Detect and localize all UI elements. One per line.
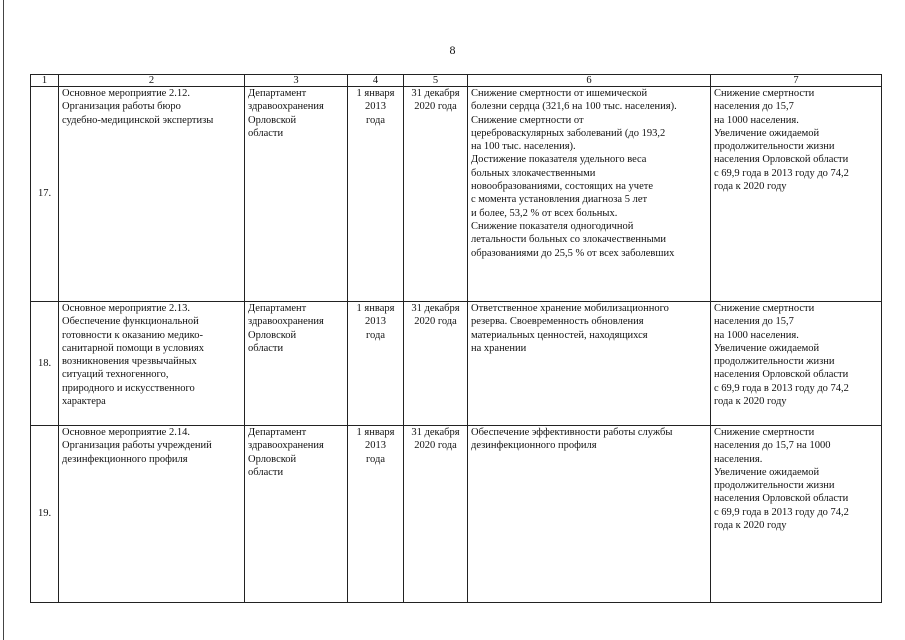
end-date-cell [404, 87, 468, 302]
text-line: года к 2020 году [714, 181, 787, 193]
page-number: 8 [449, 43, 456, 57]
text-line: с 69,9 года в 2013 году до 74,2 [714, 167, 849, 179]
end-date-text [407, 87, 464, 114]
row-number: 19. [31, 426, 59, 603]
text-line: дезинфекционного профиля [62, 453, 188, 465]
table-row [31, 302, 882, 426]
left-margin-line [3, 0, 4, 640]
text-line: Обеспечение эффективности работы службы [471, 427, 673, 438]
text-line: и более, 53,2 % от всех больных. [471, 207, 618, 219]
text-line: Снижение смертности [714, 88, 815, 99]
department-cell [245, 302, 348, 426]
text-line: продолжительности жизни [714, 480, 835, 492]
text-line: с 69,9 года в 2013 году до 74,2 [714, 382, 849, 394]
text-line: года [366, 453, 385, 465]
text-line: 31 декабря [411, 427, 460, 438]
text-line: 31 декабря [411, 303, 460, 314]
indicator-text [714, 87, 878, 193]
text-line: Основное мероприятие 2.14. [62, 427, 190, 438]
header-col-3: 3 [245, 75, 348, 87]
text-line: здравоохранения [248, 101, 324, 113]
start-date-text [351, 87, 400, 127]
expected-result-cell [468, 87, 711, 302]
text-line: на 1000 населения. [714, 329, 799, 341]
row-number: 18. [31, 302, 59, 426]
text-line: Орловской [248, 453, 297, 465]
text-line: больных злокачественными [471, 167, 596, 179]
table-row [31, 426, 882, 603]
text-line: года к 2020 году [714, 396, 787, 408]
start-date-text [351, 426, 400, 466]
text-line: Основное мероприятие 2.13. [62, 303, 190, 314]
activity-cell [59, 87, 245, 302]
text-line: здравоохранения [248, 316, 324, 328]
text-line: возникновения чрезвычайных [62, 356, 197, 368]
end-date-cell [404, 302, 468, 426]
text-line: Обеспечение функциональной [62, 316, 199, 328]
text-line: населения до 15,7 [714, 316, 794, 328]
text-line: Орловской [248, 329, 297, 341]
activity-cell [59, 426, 245, 603]
text-line: резерва. Своевременность обновления [471, 316, 644, 328]
text-line: 1 января [356, 303, 395, 314]
activity-cell [59, 302, 245, 426]
text-line: судебно-медицинской экспертизы [62, 114, 214, 126]
text-line: с момента установления диагноза 5 лет [471, 194, 648, 206]
text-line: населения Орловской области [714, 493, 849, 505]
text-line: продолжительности жизни [714, 356, 835, 368]
text-line: готовности к оказанию медико- [62, 329, 203, 341]
text-line: болезни сердца (321,6 на 100 тыс. населения). [471, 101, 677, 113]
text-line: Увеличение ожидаемой [714, 466, 820, 478]
text-line: Снижение смертности от [471, 114, 584, 126]
indicator-text [714, 302, 878, 408]
text-line: 2020 года [414, 316, 457, 328]
text-line: цереброваскулярных заболеваний (до 193,2 [471, 127, 666, 139]
text-line: продолжительности жизни [714, 141, 835, 153]
header-col-1: 1 [31, 75, 59, 87]
text-line: Увеличение ожидаемой [714, 127, 820, 139]
department-cell [245, 426, 348, 603]
text-line: населения до 15,7 [714, 101, 794, 113]
text-line: дезинфекционного профиля [471, 440, 597, 452]
indicator-text [714, 426, 878, 532]
activity-text [62, 426, 241, 466]
header-col-2: 2 [59, 75, 245, 87]
text-line: санитарной помощи в условиях [62, 342, 204, 354]
indicator-cell [711, 426, 882, 603]
text-line: Организация работы учреждений [62, 440, 212, 452]
text-line: Снижение смертности от ишемической [471, 88, 648, 99]
text-line: ситуаций техногенного, [62, 369, 169, 381]
text-line: 1 января [356, 427, 395, 438]
header-col-6: 6 [468, 75, 711, 87]
text-line: области [248, 342, 284, 354]
text-line: материальных ценностей, находящихся [471, 329, 648, 341]
text-line: области [248, 466, 284, 478]
department-text [248, 302, 344, 355]
text-line: на хранении [471, 342, 527, 354]
text-line: Снижение показателя одногодичной [471, 220, 634, 232]
end-date-text [407, 426, 464, 453]
text-line: на 100 тыс. населения). [471, 141, 576, 153]
text-line: 2020 года [414, 101, 457, 113]
text-line: летальности больных со злокачественными [471, 234, 666, 246]
text-line: 2013 [365, 316, 386, 328]
indicator-cell [711, 87, 882, 302]
program-activities-table [30, 74, 882, 603]
text-line: образованиями до 25,5 % от всех заболевших [471, 247, 675, 259]
text-line: 2020 года [414, 440, 457, 452]
text-line: здравоохранения [248, 440, 324, 452]
text-line: Департамент [248, 88, 307, 99]
text-line: населения Орловской области [714, 369, 849, 381]
text-line: Достижение показателя удельного веса [471, 154, 647, 166]
text-line: года [366, 114, 385, 126]
expected-result-text [471, 87, 707, 260]
text-line: 1 января [356, 88, 395, 99]
row-number: 17. [31, 87, 59, 302]
expected-result-cell [468, 426, 711, 603]
header-col-5: 5 [404, 75, 468, 87]
text-line: Организация работы бюро [62, 101, 181, 113]
text-line: природного и искусственного [62, 382, 195, 394]
table-row [31, 87, 882, 302]
text-line: Орловской [248, 114, 297, 126]
end-date-cell [404, 426, 468, 603]
end-date-text [407, 302, 464, 329]
text-line: характера [62, 396, 106, 408]
text-line: населения Орловской области [714, 154, 849, 166]
text-line: населения до 15,7 на 1000 [714, 440, 831, 452]
text-line: 2013 [365, 440, 386, 452]
expected-result-text [471, 302, 707, 355]
text-line: Снижение смертности [714, 427, 815, 438]
department-text [248, 426, 344, 479]
text-line: области [248, 127, 284, 139]
text-line: 31 декабря [411, 88, 460, 99]
text-line: года [366, 329, 385, 341]
start-date-cell [348, 302, 404, 426]
text-line: Департамент [248, 303, 307, 314]
text-line: года к 2020 году [714, 520, 787, 532]
header-row [31, 75, 882, 87]
department-text [248, 87, 344, 140]
text-line: населения. [714, 453, 763, 465]
text-line: с 69,9 года в 2013 году до 74,2 [714, 506, 849, 518]
text-line: Департамент [248, 427, 307, 438]
header-col-4: 4 [348, 75, 404, 87]
expected-result-text [471, 426, 707, 453]
text-line: Увеличение ожидаемой [714, 342, 820, 354]
header-col-7: 7 [711, 75, 882, 87]
text-line: Снижение смертности [714, 303, 815, 314]
text-line: Ответственное хранение мобилизационного [471, 303, 669, 314]
text-line: на 1000 населения. [714, 114, 799, 126]
indicator-cell [711, 302, 882, 426]
text-line: 2013 [365, 101, 386, 113]
text-line: Основное мероприятие 2.12. [62, 88, 190, 99]
activity-text [62, 87, 241, 127]
department-cell [245, 87, 348, 302]
expected-result-cell [468, 302, 711, 426]
start-date-cell [348, 87, 404, 302]
start-date-cell [348, 426, 404, 603]
activity-text [62, 302, 241, 408]
text-line: новообразованиями, состоящих на учете [471, 181, 653, 193]
start-date-text [351, 302, 400, 342]
